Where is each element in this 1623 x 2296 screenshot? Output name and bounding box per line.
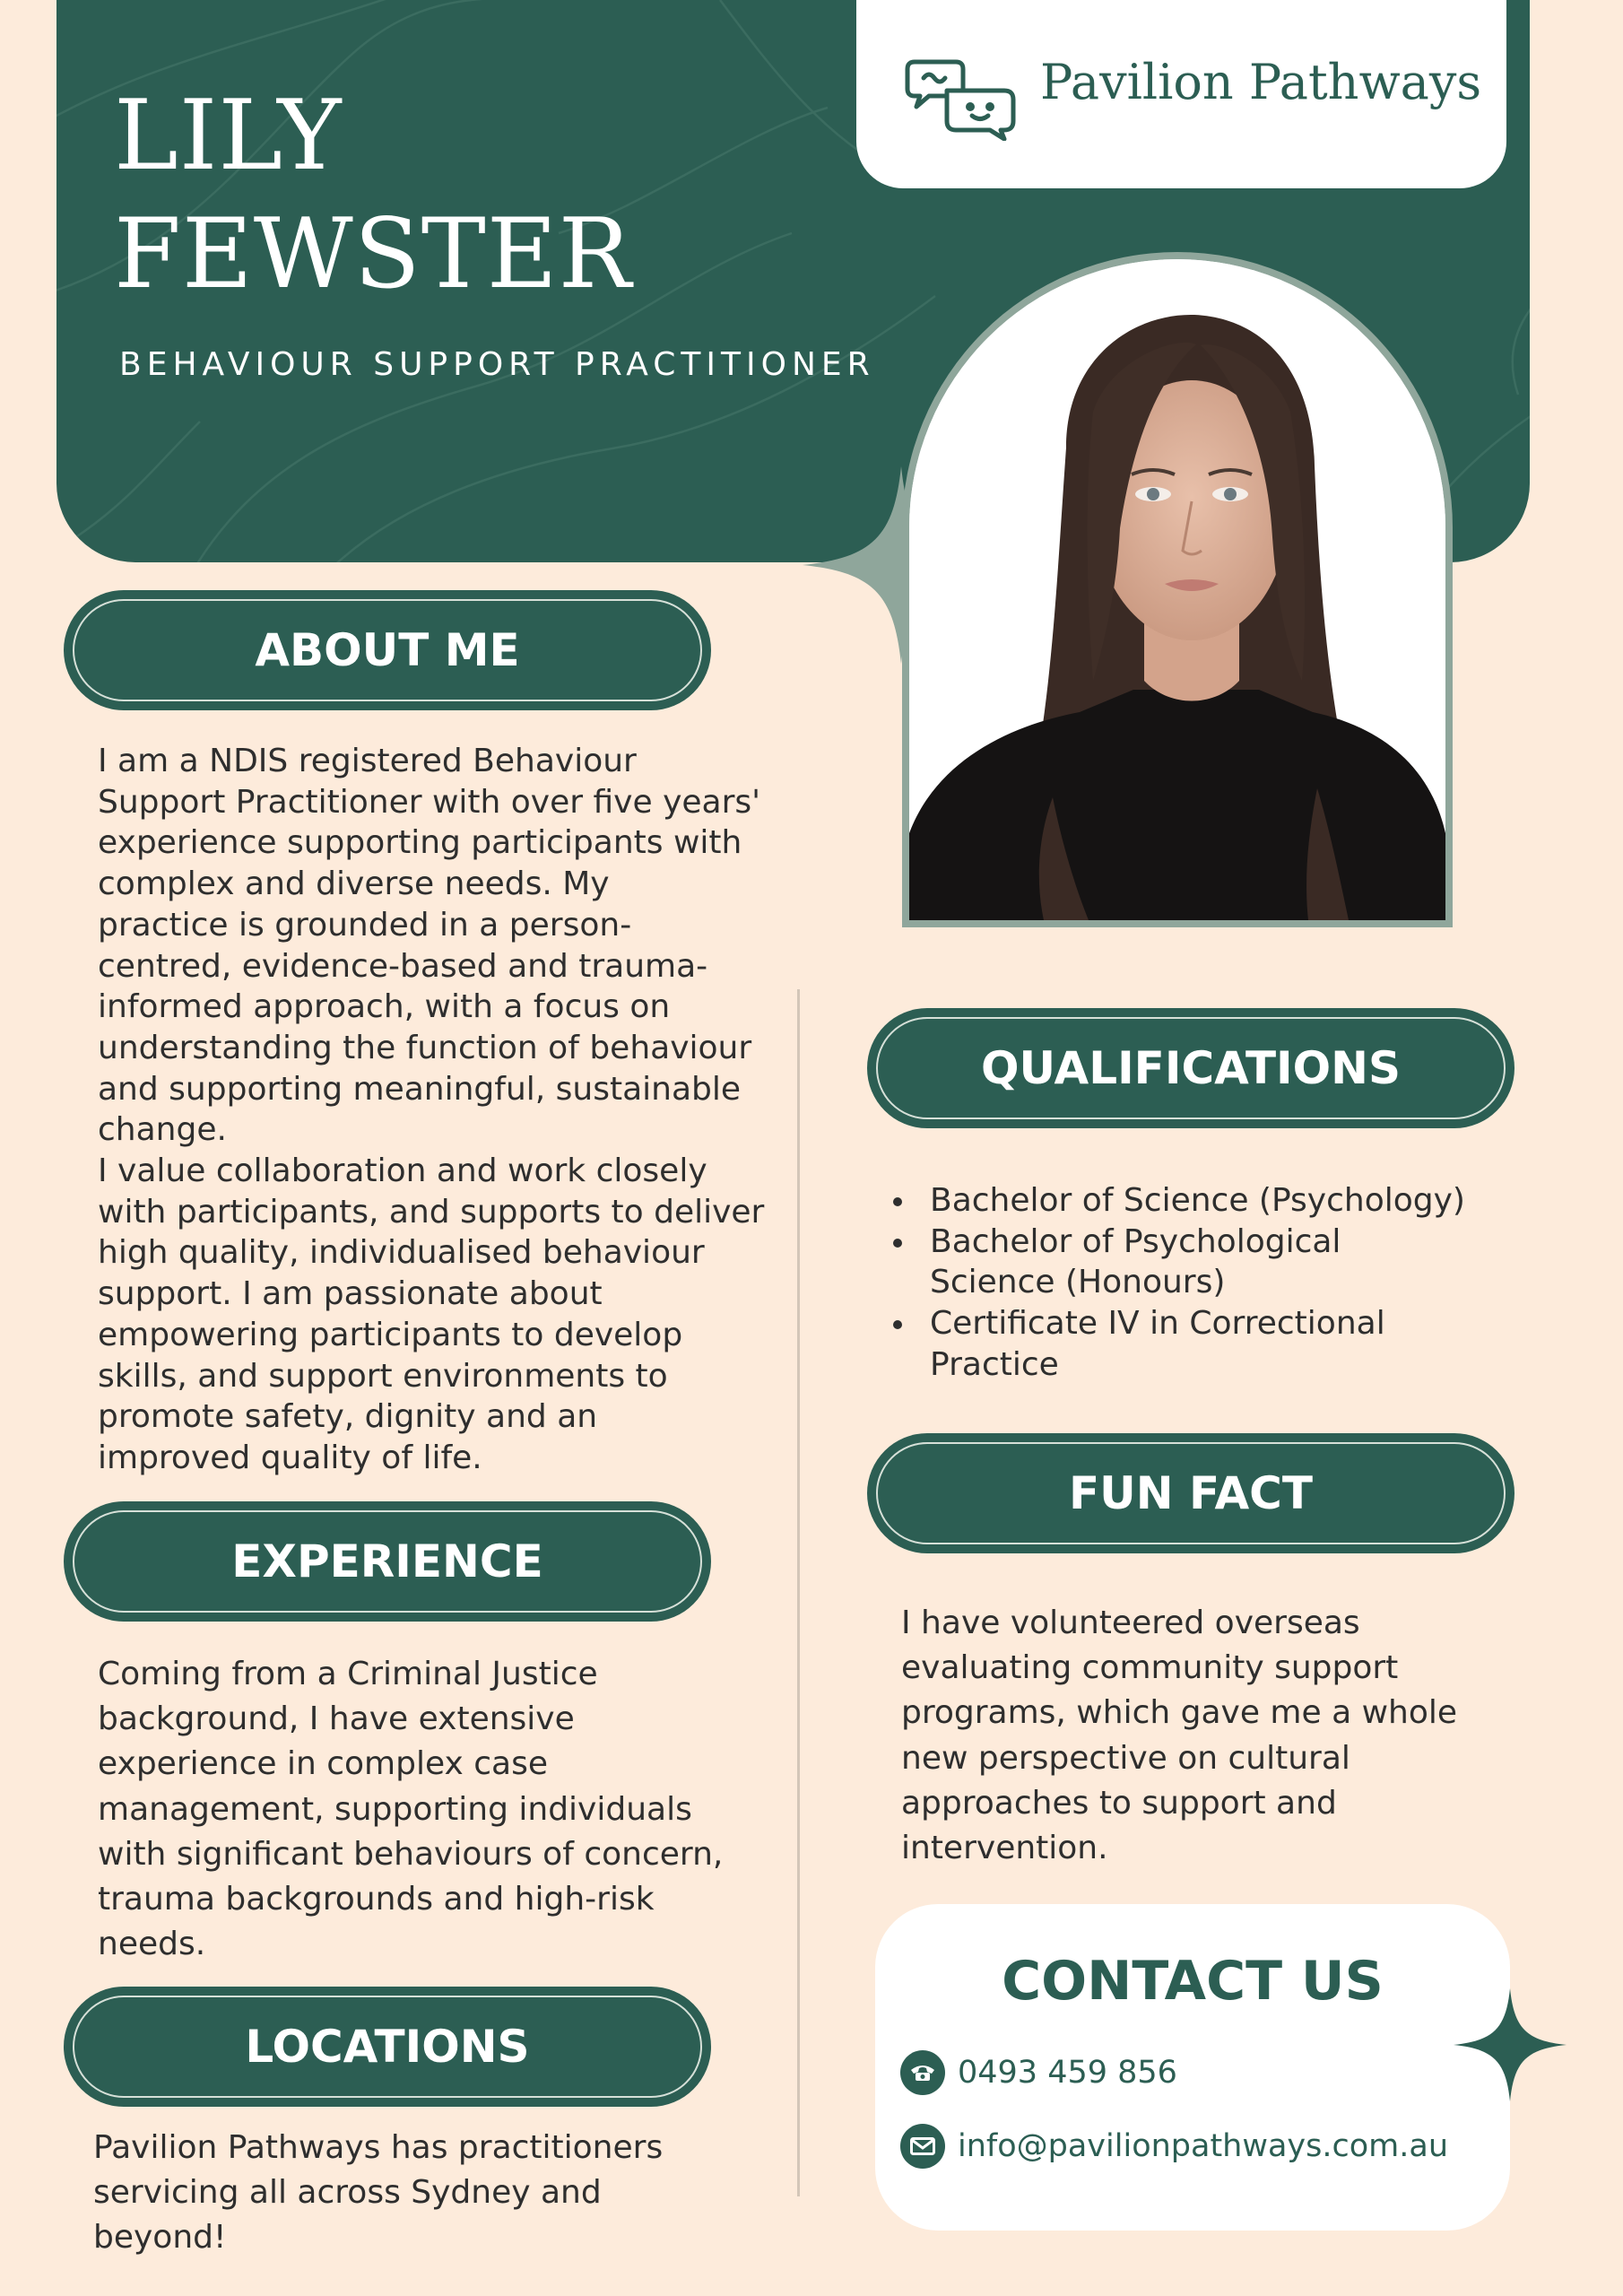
qualification-item xyxy=(898,1303,1489,1385)
phone-number[interactable]: 0493 459 856 xyxy=(958,2055,1177,2091)
fun-fact-line: programs, which gave me a whole xyxy=(901,1694,1458,1732)
experience-line: needs. xyxy=(98,1926,206,1963)
about-line: informed approach, with a focus on xyxy=(98,988,671,1026)
about-line: with participants, and supports to deliver xyxy=(98,1193,765,1231)
about-line: promote safety, dignity and an xyxy=(98,1398,598,1436)
fun-fact-line: approaches to support and xyxy=(901,1784,1337,1822)
about-line: understanding the function of behaviour xyxy=(98,1029,752,1066)
brand-name: Pavilion Pathways xyxy=(1040,54,1482,110)
about-line: experience supporting participants with xyxy=(98,824,742,862)
about-line: Support Practitioner with over five years' xyxy=(98,783,761,821)
portrait-photo xyxy=(909,259,1445,920)
locations-heading-pill xyxy=(64,1987,711,2107)
qualification-item xyxy=(898,1180,1489,1222)
fun-fact-line: new perspective on cultural xyxy=(901,1739,1350,1777)
qualification-line: Science (Honours) xyxy=(930,1264,1226,1301)
about-line: and supporting meaningful, sustainable xyxy=(98,1070,742,1108)
qualifications-heading-pill xyxy=(867,1008,1515,1128)
locations-heading: LOCATIONS xyxy=(245,2021,530,2073)
contact-card xyxy=(875,1904,1510,2231)
qualification-line: Certificate IV in Correctional xyxy=(930,1305,1385,1343)
locations-text xyxy=(93,2126,775,2261)
about-heading-pill xyxy=(64,590,711,710)
about-line: change. xyxy=(98,1111,227,1149)
practitioner-name xyxy=(114,77,632,314)
about-text xyxy=(98,741,779,1479)
first-name: LILY xyxy=(114,80,343,192)
email-link[interactable]: info@pavilionpathways.com.au xyxy=(958,2128,1449,2164)
about-line: skills, and support environments to xyxy=(98,1357,668,1395)
portrait-frame xyxy=(902,252,1453,927)
sparkle-icon xyxy=(1454,1988,1567,2101)
phone-row xyxy=(900,2050,1177,2095)
fun-fact-line: intervention. xyxy=(901,1830,1108,1867)
last-name: FEWSTER xyxy=(114,198,632,310)
locations-line: beyond! xyxy=(93,2219,227,2257)
experience-heading-pill xyxy=(64,1501,711,1622)
about-line: practice is grounded in a person- xyxy=(98,906,632,944)
fun-fact-heading: FUN FACT xyxy=(1069,1467,1313,1519)
fun-fact-text xyxy=(901,1601,1511,1871)
locations-line: servicing all across Sydney and xyxy=(93,2174,602,2212)
logo-card xyxy=(856,0,1506,188)
qualification-line: Practice xyxy=(930,1345,1059,1383)
experience-line: Coming from a Criminal Justice xyxy=(98,1656,598,1692)
about-heading: ABOUT ME xyxy=(255,624,520,676)
fun-fact-heading-pill xyxy=(867,1433,1515,1553)
locations-line: Pavilion Pathways has practitioners xyxy=(93,2129,664,2166)
experience-line: with significant behaviours of concern, xyxy=(98,1835,724,1873)
about-line: high quality, individualised behaviour xyxy=(98,1234,705,1272)
experience-line: background, I have extensive xyxy=(98,1700,575,1738)
about-line: empowering participants to develop xyxy=(98,1316,683,1353)
qualification-item xyxy=(898,1222,1489,1303)
experience-line: management, supporting individuals xyxy=(98,1790,692,1828)
qualification-line: Bachelor of Science (Psychology) xyxy=(930,1182,1465,1219)
about-line: centred, evidence-based and trauma- xyxy=(98,947,708,985)
qualification-line: Bachelor of Psychological xyxy=(930,1222,1341,1260)
qualifications-heading: QUALIFICATIONS xyxy=(980,1042,1402,1094)
qualifications-list xyxy=(898,1180,1489,1386)
experience-text xyxy=(98,1652,779,1967)
mail-icon xyxy=(900,2124,945,2169)
phone-icon xyxy=(900,2050,945,2095)
column-divider xyxy=(797,989,800,2196)
email-row xyxy=(900,2124,1448,2169)
experience-line: trauma backgrounds and high-risk xyxy=(98,1881,655,1918)
about-line: I am a NDIS registered Behaviour xyxy=(98,743,637,779)
about-line: I value collaboration and work closely xyxy=(98,1152,707,1190)
speech-bubbles-icon xyxy=(904,51,1019,141)
about-line: improved quality of life. xyxy=(98,1439,482,1476)
experience-line: experience in complex case xyxy=(98,1745,548,1783)
about-line: complex and diverse needs. My xyxy=(98,865,610,903)
fun-fact-line: evaluating community support xyxy=(901,1649,1399,1687)
fun-fact-line: I have volunteered overseas xyxy=(901,1605,1360,1641)
contact-heading: CONTACT US xyxy=(1002,1950,1384,2013)
about-line: support. I am passionate about xyxy=(98,1275,603,1313)
job-title: BEHAVIOUR SUPPORT PRACTITIONER xyxy=(119,346,875,383)
experience-heading: EXPERIENCE xyxy=(231,1535,543,1587)
